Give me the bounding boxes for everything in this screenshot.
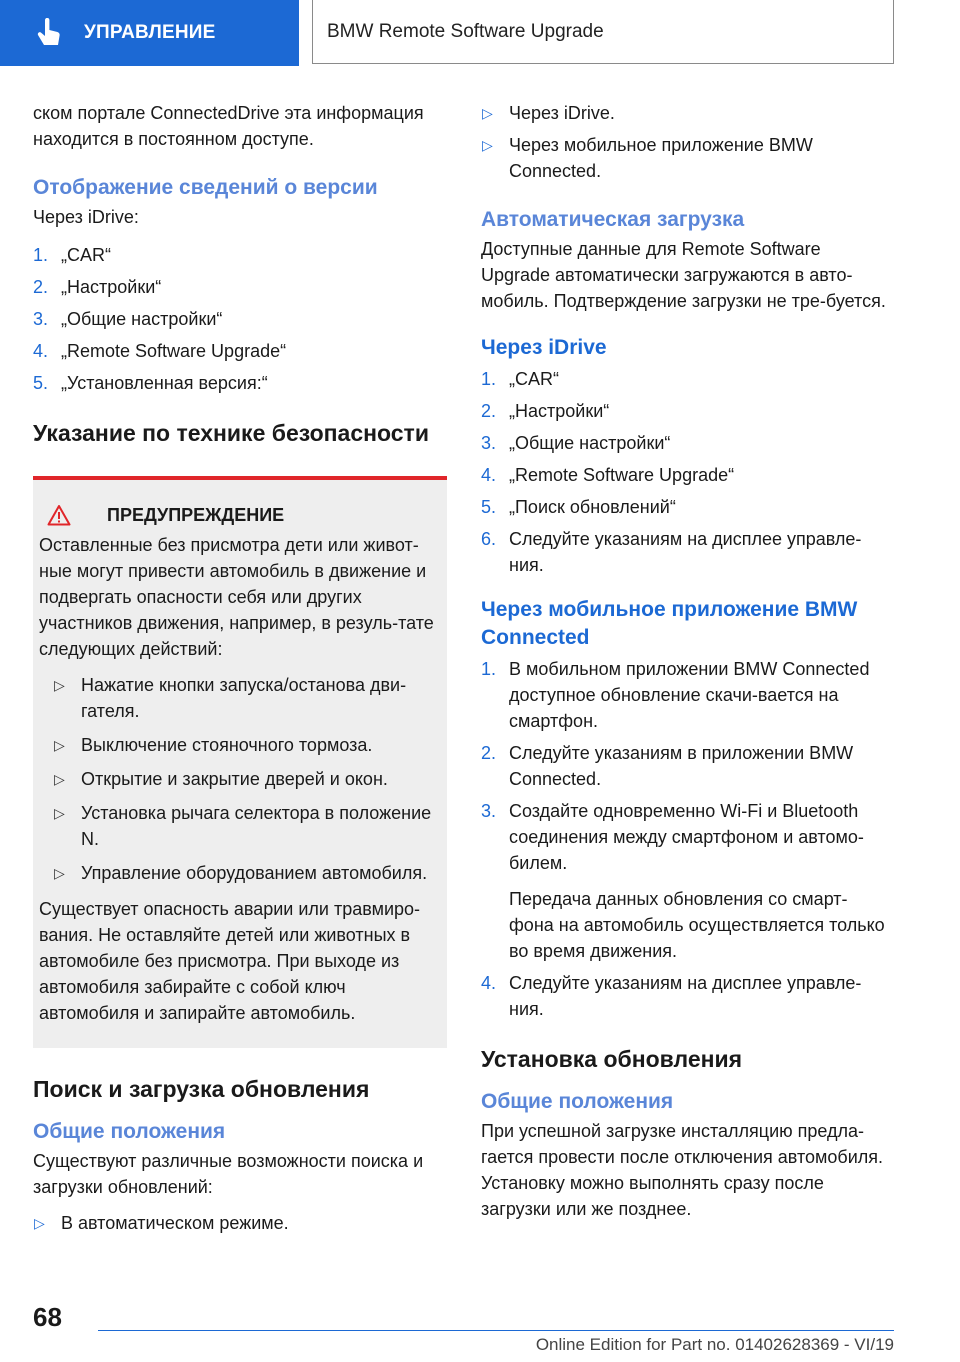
list-item: ▷ Нажатие кнопки запуска/останова дви-гателя. (54, 675, 407, 721)
app-step-note: Передача данных обновления со смарт-фона на автомобиль осуществляется только во время движения. (509, 889, 885, 961)
list-item: ▷ В автоматическом режиме. (34, 1213, 289, 1233)
list-item: ▷ Открытие и закрытие дверей и окон. (54, 769, 388, 789)
install-text: При успешной загрузке инсталляцию предла-гается провести после отключения автомобиля. Установку можно выполнять сразу после загрузки или же позднее. (481, 1121, 884, 1219)
auto-heading: Автоматическая загрузка (481, 208, 745, 231)
warning-header (47, 502, 437, 528)
list-item: 1. „CAR“ (481, 369, 559, 389)
version-lead: Через iDrive: (33, 207, 139, 227)
app-steps (481, 656, 891, 1022)
auto-text: Доступные данные для Remote Software Upgrade автоматически загружаются в авто-мобиль. Подтверждение загрузки не тре-буется. (481, 239, 886, 311)
idrive-steps (481, 366, 891, 578)
list-item: ▷ Управление оборудованием автомобиля. (54, 863, 428, 883)
warning-triangle-icon (47, 504, 71, 526)
search-heading: Поиск и загрузка обновления (33, 1076, 370, 1102)
list-item: 2. „Настройки“ (33, 277, 162, 297)
list-item: 1. В мобильном приложении BMW Connected доступное обновление скачи-вается на смартфон. (481, 659, 870, 731)
intro-paragraph: ском портале ConnectedDrive эта информация находится в постоянном доступе. (33, 103, 424, 149)
section-tab (0, 0, 299, 66)
warning-title: ПРЕДУПРЕЖДЕНИЕ (107, 505, 285, 525)
page-number: 68 (33, 1302, 62, 1332)
general-heading: Общие положения (33, 1120, 226, 1143)
list-item: 4. „Remote Software Upgrade“ (33, 341, 287, 361)
list-item: 4. Следуйте указаниям на дисплее управле-ния. (481, 973, 862, 1019)
list-item: 2. „Настройки“ (481, 401, 610, 421)
install-heading: Установка обновления (481, 1046, 743, 1072)
right-column (481, 100, 891, 1222)
search-options-continued (481, 100, 891, 184)
list-item: ▷ Выключение стояночного тормоза. (54, 735, 373, 755)
idrive-heading: Через iDrive (481, 336, 607, 359)
list-item: 5. „Поиск обновлений“ (481, 497, 676, 517)
warning-actions (53, 672, 437, 886)
version-heading: Отображение сведений о версии (33, 176, 378, 199)
list-item: 2. Следуйте указаниям в приложении BMW Connected. (481, 743, 854, 789)
general-items (33, 1210, 447, 1236)
safety-heading: Указание по технике безопасности (33, 420, 429, 446)
list-item: 3. Создайте одновременно Wi-Fi и Bluetooth соединения между смартфоном и автомо-билем. Передача данных обновления со смарт-фона на автомобиль осуществляется только во время движения. (481, 798, 891, 964)
chapter-title-box (312, 0, 894, 64)
app-heading: Через мобильное приложение BMW Connected (481, 598, 858, 649)
footer-divider (98, 1330, 894, 1331)
left-column (33, 100, 447, 1236)
list-item: ▷ Установка рычага селектора в положение N. (54, 803, 432, 849)
install-general-heading: Общие положения (481, 1090, 674, 1113)
warning-text: Оставленные без присмотра дети или живот-ные могут привести автомобиль в движение и подвергать опасности себя или других участников движения, например, в резуль-тате следующих действий: (39, 535, 434, 659)
list-item: 3. „Общие настройки“ (33, 309, 223, 329)
chapter-title: BMW Remote Software Upgrade (327, 20, 604, 42)
list-item: 4. „Remote Software Upgrade“ (481, 465, 735, 485)
list-item: 3. „Общие настройки“ (481, 433, 671, 453)
section-label: УПРАВЛЕНИЕ (84, 22, 216, 43)
general-text: Существуют различные возможности поиска и загрузки обновлений: (33, 1151, 424, 1197)
version-steps (33, 242, 447, 396)
warning-outro: Существует опасность аварии или травмиро-вания. Не оставляйте детей или животных в автомобиле без присмотра. При выходе из автомобиля забирайте с собой ключ автомобиля и запирайте автомобиль. (39, 899, 421, 1023)
warning-box (33, 476, 447, 1048)
list-item: 5. „Установленная версия:“ (33, 373, 268, 393)
footer-edition: Online Edition for Part no. 01402628369 - VI/19 (535, 1335, 894, 1354)
list-item: 6. Следуйте указаниям на дисплее управле-ния. (481, 529, 862, 575)
hand-pointer-icon (36, 18, 62, 48)
list-item: 1. „CAR“ (33, 245, 111, 265)
list-item: ▷ Через iDrive. (482, 103, 615, 123)
list-item: ▷ Через мобильное приложение BMW Connected. (482, 135, 813, 181)
